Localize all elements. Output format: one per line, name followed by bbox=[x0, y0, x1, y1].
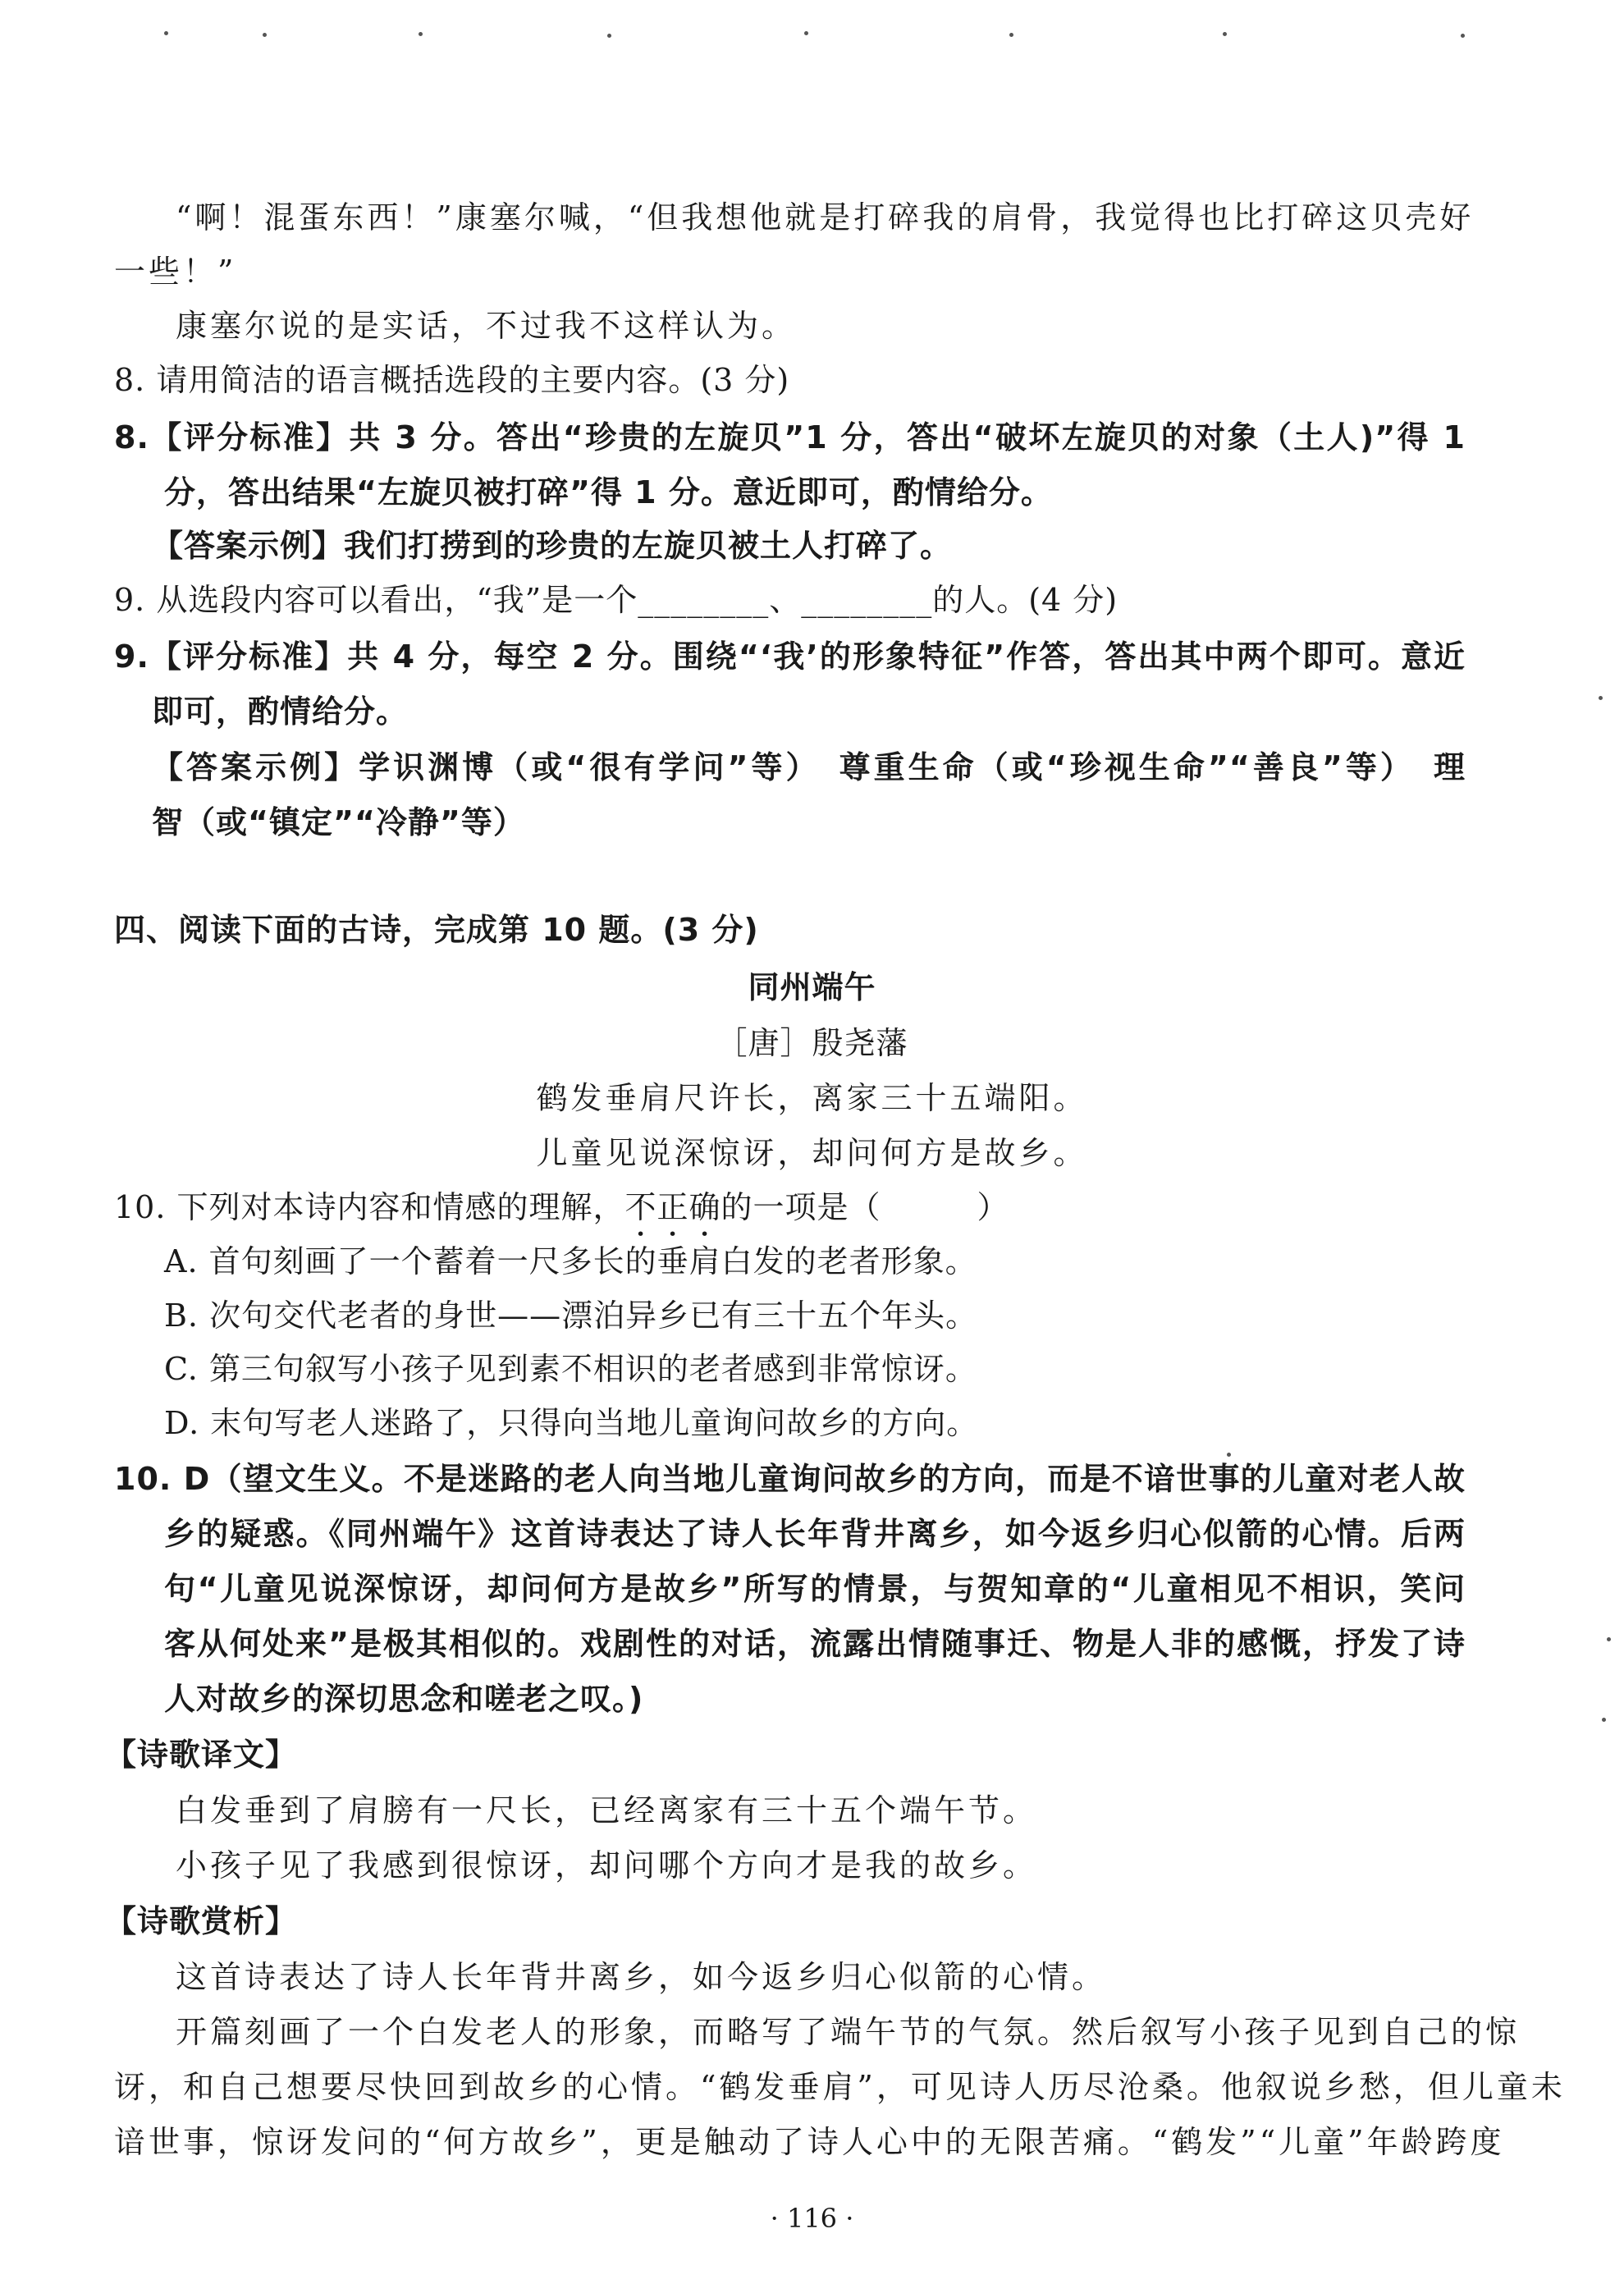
appreciation-line: 开篇刻画了一个白发老人的形象，而略写了端午节的气氛。然后叙写小孩子见到自己的惊 bbox=[176, 2014, 1521, 2050]
question-10-text: 10. 下列对本诗内容和情感的理解， bbox=[114, 1189, 625, 1225]
q10-answer: 乡的疑惑。《同州端午》这首诗表达了诗人长年背井离乡，如今返乡归心似箭的心情。后两 bbox=[164, 1516, 1466, 1552]
appreciation-line: 讶，和自己想要尽快回到故乡的心情。“鹤发垂肩”，可见诗人历尽沧桑。他叙说乡愁，但儿童未 bbox=[114, 2069, 1566, 2105]
appreciation-line: 这首诗表达了诗人长年背井离乡，如今返乡归心似箭的心情。 bbox=[176, 1959, 1107, 1995]
option-c: C. 第三句叙写小孩子见到素不相识的老者感到非常惊讶。 bbox=[164, 1351, 977, 1387]
section-heading: 四、阅读下面的古诗，完成第 10 题。(3 分) bbox=[114, 912, 759, 948]
scan-artifact bbox=[1227, 1453, 1231, 1457]
q9-criteria: 即可，酌情给分。 bbox=[152, 693, 409, 730]
appreciation-heading: 【诗歌赏析】 bbox=[105, 1903, 298, 1939]
poem-author: ［唐］殷尧藩 bbox=[716, 1025, 908, 1061]
passage-line: “啊！混蛋东西！”康塞尔喊，“但我想他就是打碎我的肩骨，我觉得也比打碎这贝壳好 bbox=[176, 199, 1475, 236]
question-10 bbox=[114, 1187, 1009, 1243]
scan-artifact bbox=[1599, 696, 1603, 700]
q10-answer: 人对故乡的深切思念和嗟老之叹。) bbox=[164, 1681, 644, 1717]
option-d: D. 末句写老人迷路了，只得向当地儿童询问故乡的方向。 bbox=[164, 1405, 979, 1441]
question-8: 8. 请用简洁的语言概括选段的主要内容。(3 分) bbox=[114, 362, 790, 398]
translation-heading: 【诗歌译文】 bbox=[105, 1737, 298, 1773]
q8-criteria: 8.【评分标准】共 3 分。答出“珍贵的左旋贝”1 分，答出“破坏左旋贝的对象（土人)”得 1 bbox=[114, 419, 1466, 455]
poem-line: 儿童见说深惊讶，却问何方是故乡。 bbox=[536, 1135, 1088, 1171]
page-number: · 116 · bbox=[770, 2203, 854, 2234]
q10-answer: 句“儿童见说深惊讶，却问何方是故乡”所写的情景，与贺知章的“儿童相见不相识，笑问 bbox=[164, 1571, 1466, 1607]
q8-criteria: 分，答出结果“左旋贝被打碎”得 1 分。意近即可，酌情给分。 bbox=[164, 474, 1053, 510]
question-10-text: 的一项是（ ） bbox=[721, 1189, 1009, 1225]
question-10-emphasis: 不正确 bbox=[624, 1189, 721, 1225]
scan-artifact bbox=[148, 31, 1502, 38]
q10-answer: 10. D（望文生义。不是迷路的老人向当地儿童询问故乡的方向，而是不谙世事的儿童对老人故 bbox=[114, 1461, 1466, 1497]
option-b: B. 次句交代老者的身世——漂泊异乡已有三十五个年头。 bbox=[164, 1298, 978, 1334]
translation-line: 小孩子见了我感到很惊讶，却问哪个方向才是我的故乡。 bbox=[176, 1847, 1038, 1883]
scan-artifact bbox=[1602, 1718, 1606, 1722]
appreciation-line: 谙世事，惊讶发问的“何方故乡”，更是触动了诗人心中的无限苦痛。“鹤发”“儿童”年龄跨度 bbox=[114, 2124, 1505, 2160]
option-a: A. 首句刻画了一个蓄着一尺多长的垂肩白发的老者形象。 bbox=[164, 1243, 977, 1279]
passage-line: 康塞尔说的是实话，不过我不这样认为。 bbox=[176, 308, 797, 344]
q8-answer-example: 【答案示例】我们打捞到的珍贵的左旋贝被土人打碎了。 bbox=[152, 528, 953, 564]
poem-title: 同州端午 bbox=[748, 969, 876, 1005]
translation-line: 白发垂到了肩膀有一尺长，已经离家有三十五个端午节。 bbox=[176, 1792, 1038, 1828]
q9-answer-example: 【答案示例】学识渊博（或“很有学问”等） 尊重生命（或“珍视生命”“善良”等） 理 bbox=[152, 749, 1466, 785]
q9-criteria: 9.【评分标准】共 4 分，每空 2 分。围绕“‘我’的形象特征”作答，答出其中两个即可。意近 bbox=[114, 638, 1466, 675]
poem-line: 鹤发垂肩尺许长，离家三十五端阳。 bbox=[536, 1080, 1088, 1116]
passage-line: 一些！” bbox=[114, 254, 237, 290]
scan-artifact bbox=[1607, 1637, 1611, 1641]
question-9: 9. 从选段内容可以看出，“我”是一个________、________的人。(4 分) bbox=[114, 582, 1119, 618]
q10-answer: 客从何处来”是极其相似的。戏剧性的对话，流露出情随事迁、物是人非的感慨，抒发了诗 bbox=[164, 1626, 1466, 1662]
q9-answer-example: 智（或“镇定”“冷静”等） bbox=[152, 804, 525, 840]
